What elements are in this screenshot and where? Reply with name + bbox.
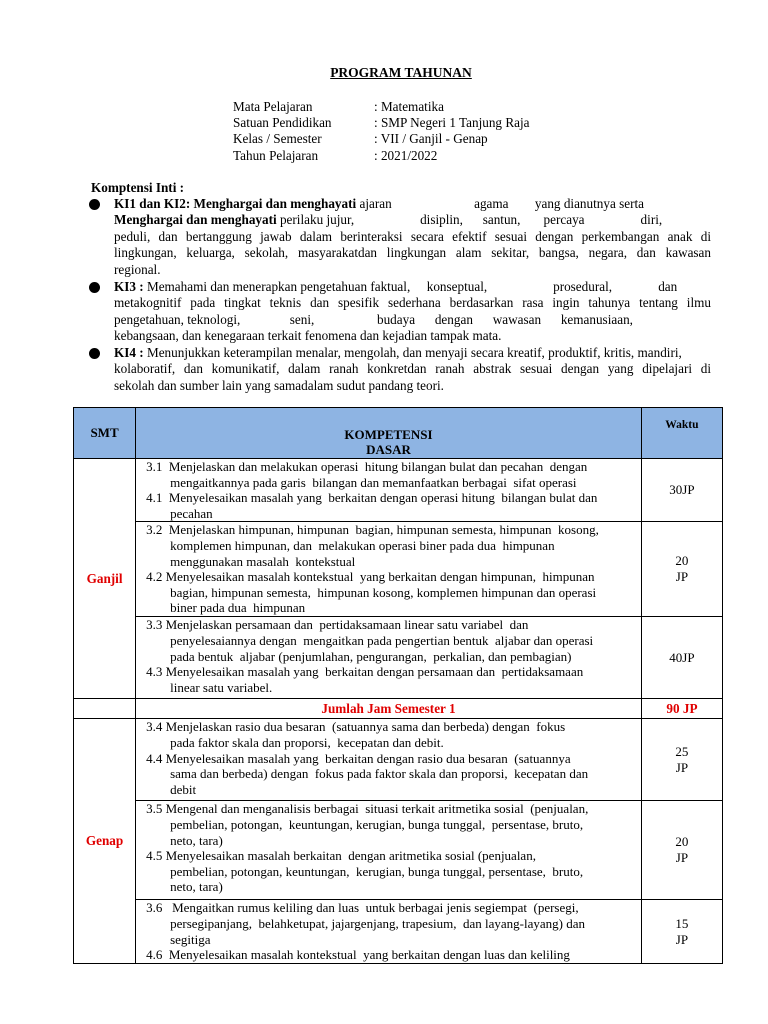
kd-continuation: neto, tara) bbox=[170, 879, 223, 895]
waktu-value: 15 bbox=[675, 915, 689, 931]
ki-text: ajaran agama yang dianutnya serta bbox=[356, 196, 645, 211]
kd-table bbox=[73, 407, 723, 964]
kd-item bbox=[136, 719, 641, 750]
kd-continuation: mengaitkannya pada garis bilangan dan memanfaatkan berbagai sifat operasi bbox=[170, 474, 577, 490]
ki-line bbox=[114, 196, 711, 212]
ki-bold: Menghargai dan menghayati bbox=[114, 212, 277, 228]
kd-cell bbox=[136, 459, 642, 522]
waktu-value: JP bbox=[675, 850, 689, 866]
ki-text: metakognitif pada tingkat teknis dan spesifik sederhana berdasarkan rasa ingin tahunya tentang ilmu bbox=[114, 295, 711, 311]
kd-continuation: pembelian, potongan, keuntungan, kerugian, bunga tunggal, persentase, bruto, bbox=[170, 816, 584, 832]
table-row bbox=[74, 900, 723, 963]
info-value: : VII / Ganjil - Genap bbox=[374, 131, 488, 146]
semester-ganjil: Ganjil bbox=[74, 459, 136, 699]
kd-continuation: pecahan bbox=[170, 505, 213, 521]
ki-line bbox=[114, 279, 711, 295]
kd-item bbox=[136, 664, 641, 695]
table-row bbox=[74, 459, 723, 522]
page-title: PROGRAM TAHUNAN bbox=[330, 65, 472, 80]
kd-first-line: 3.2 Menjelaskan himpunan, himpunan bagian, himpunan semesta, himpunan kosong, bbox=[146, 522, 599, 538]
header-kompetensi bbox=[136, 408, 642, 459]
ki-line bbox=[114, 328, 711, 344]
waktu-cell bbox=[641, 459, 722, 522]
table-row bbox=[74, 719, 723, 801]
kd-continuation: pada bentuk aljabar (penjumlahan, pengurangan, perkalian, dan pembagian) bbox=[170, 648, 572, 664]
kd-item bbox=[136, 751, 641, 798]
ki-line bbox=[114, 295, 711, 311]
kd-first-line: 3.4 Menjelaskan rasio dua besaran (satuannya sama dan berbeda) dengan fokus bbox=[146, 719, 566, 735]
kd-continuation: segitiga bbox=[170, 931, 211, 947]
table-row bbox=[74, 801, 723, 900]
ki-line bbox=[114, 245, 711, 261]
waktu-value: JP bbox=[675, 931, 689, 947]
kd-table-body bbox=[74, 459, 723, 964]
ki-text: perilaku jujur, disiplin, santun, percaya diri, bbox=[276, 212, 663, 228]
info-label: Kelas / Semester bbox=[233, 131, 322, 146]
ki-line bbox=[114, 361, 711, 377]
waktu-value: 30JP bbox=[669, 482, 695, 498]
waktu-cell bbox=[641, 900, 722, 963]
kd-item bbox=[136, 490, 641, 521]
total-row bbox=[74, 699, 723, 719]
bullet-icon bbox=[89, 348, 100, 359]
total-label: Jumlah Jam Semester 1 bbox=[136, 699, 642, 719]
kd-item bbox=[136, 617, 641, 664]
ki-text: regional. bbox=[114, 261, 161, 277]
header-smt: SMT bbox=[74, 408, 136, 459]
kd-cell bbox=[136, 719, 642, 801]
table-row bbox=[74, 617, 723, 699]
waktu-cell bbox=[641, 801, 722, 900]
waktu-value: 20 bbox=[675, 553, 689, 569]
ki-line bbox=[114, 229, 711, 245]
ki-bold: KI3 : bbox=[114, 279, 144, 294]
kd-item bbox=[136, 569, 641, 616]
kd-first-line: 3.1 Menjelaskan dan melakukan operasi hitung bilangan bulat dan pecahan dengan bbox=[146, 459, 588, 474]
ki-text: lingkungan, keluarga, sekolah, masyarakatdan lingkungan alam sekitar, bangsa, negara, dan kawasan bbox=[114, 245, 711, 261]
ki-bold: KI1 dan KI2: Menghargai dan menghayati bbox=[114, 196, 357, 211]
info-label: Tahun Pelajaran bbox=[233, 148, 319, 163]
info-label: Satuan Pendidikan bbox=[233, 115, 332, 130]
ki-text: peduli, dan bertanggung jawab dalam berinteraksi secara efektif sesuai dengan perkembangan anak di bbox=[114, 228, 711, 244]
kd-continuation: linear satu variabel. bbox=[170, 679, 273, 695]
waktu-value: JP bbox=[675, 569, 689, 585]
ki-text: kolaboratif, dan komunikatif, dalam ranah konkretdan ranah abstrak sesuai dengan yang dipelajari di bbox=[114, 361, 711, 377]
ki-text: Memahami dan menerapkan pengetahuan faktual, konseptual, prosedural, dan bbox=[143, 279, 678, 294]
kd-first-line: 4.5 Menyelesaikan masalah berkaitan dengan aritmetika sosial (penjualan, bbox=[146, 848, 536, 864]
kd-continuation: pada faktor skala dan proporsi, kecepatan dan debit. bbox=[170, 734, 444, 750]
kd-continuation: pembelian, potongan, keuntungan, kerugian, bunga tunggal, persentase, bruto, bbox=[170, 863, 584, 879]
kd-cell bbox=[136, 900, 642, 963]
kd-cell bbox=[136, 617, 642, 699]
kd-cell bbox=[136, 801, 642, 900]
bullet-icon bbox=[89, 199, 100, 210]
kd-continuation: penyelesaiannya dengan mengaitkan pada pengertian bentuk aljabar dan operasi bbox=[170, 632, 594, 648]
kd-continuation: bagian, himpunan semesta, himpunan kosong, komplemen himpunan dan operasi bbox=[170, 584, 597, 600]
waktu-value: 20 bbox=[675, 834, 689, 850]
kd-continuation: sama dan berbeda) dengan fokus pada faktor skala dan proporsi, kecepatan dan bbox=[170, 766, 589, 782]
kd-first-line: 3.3 Menjelaskan persamaan dan pertidaksamaan linear satu variabel dan bbox=[146, 617, 529, 633]
kd-first-line: 4.2 Menyelesaikan masalah kontekstual yang berkaitan dengan himpunan, himpunan bbox=[146, 569, 595, 585]
kd-first-line: 3.6 Mengaitkan rumus keliling dan luas untuk berbagai jenis segiempat (persegi, bbox=[146, 900, 579, 916]
kd-first-line: 4.3 Menyelesaikan masalah yang berkaitan dengan persamaan dan pertidaksamaan bbox=[146, 664, 584, 680]
kd-cell bbox=[136, 522, 642, 617]
kd-continuation: menggunakan masalah kontekstual bbox=[170, 553, 356, 569]
semester-genap: Genap bbox=[74, 719, 136, 963]
ki-bold: KI4 : bbox=[114, 345, 144, 360]
ki-line bbox=[114, 312, 711, 328]
waktu-cell bbox=[641, 617, 722, 699]
kd-continuation: debit bbox=[170, 781, 197, 797]
total-value: 90 JP bbox=[641, 699, 722, 719]
ki-text: pengetahuan, teknologi, seni, budaya dengan wawasan kemanusiaan, bbox=[114, 311, 633, 327]
kd-item bbox=[136, 848, 641, 895]
waktu-cell bbox=[641, 522, 722, 617]
ki-line bbox=[114, 212, 711, 228]
table-row bbox=[74, 522, 723, 617]
ki-text: sekolah dan sumber lain yang samadalam sudut pandang teori. bbox=[114, 377, 444, 393]
info-label: Mata Pelajaran bbox=[233, 99, 313, 114]
ki-line bbox=[114, 378, 711, 394]
kd-continuation: persegipanjang, belahketupat, jajargenjang, trapesium, dan layang-layang) dan bbox=[170, 915, 585, 931]
ki-line bbox=[114, 262, 711, 278]
ki-text: Menunjukkan keterampilan menalar, mengolah, dan menyaji secara kreatif, produktif, kritis, mandiri, bbox=[143, 345, 682, 360]
header-kd-line2: DASAR bbox=[366, 442, 411, 457]
empty-cell bbox=[74, 699, 136, 719]
waktu-value: 40JP bbox=[669, 649, 695, 665]
waktu-value: JP bbox=[675, 759, 689, 775]
kd-item bbox=[136, 459, 641, 490]
kd-first-line: 4.1 Menyelesaikan masalah yang berkaitan dengan operasi hitung bilangan bulat dan bbox=[146, 490, 598, 506]
bullet-icon bbox=[89, 282, 100, 293]
ki-text: kebangsaan, dan kenegaraan terkait fenomena dan kejadian tampak mata. bbox=[114, 328, 502, 344]
kd-item bbox=[136, 947, 641, 963]
kd-item bbox=[136, 801, 641, 848]
info-value: : Matematika bbox=[374, 99, 444, 114]
info-value: : 2021/2022 bbox=[374, 148, 438, 163]
kd-first-line: 4.4 Menyelesaikan masalah yang berkaitan dengan rasio dua besaran (satuannya bbox=[146, 750, 571, 766]
kd-first-line: 3.5 Mengenal dan menganalisis berbagai situasi terkait aritmetika sosial (penjualan, bbox=[146, 801, 589, 817]
kd-item bbox=[136, 522, 641, 569]
header-waktu: Waktu bbox=[641, 408, 722, 459]
waktu-cell bbox=[641, 719, 722, 801]
ki-heading: Komptensi Inti : bbox=[91, 180, 185, 195]
ki-line bbox=[114, 345, 711, 361]
kd-continuation: neto, tara) bbox=[170, 832, 223, 848]
kd-continuation: komplemen himpunan, dan melakukan operasi biner pada dua himpunan bbox=[170, 537, 555, 553]
info-value: : SMP Negeri 1 Tanjung Raja bbox=[374, 115, 530, 130]
kd-item bbox=[136, 900, 641, 947]
kd-continuation: biner pada dua himpunan bbox=[170, 600, 306, 616]
waktu-value: 25 bbox=[675, 743, 689, 759]
header-kd-line1: KOMPETENSI bbox=[344, 427, 433, 442]
kd-first-line: 4.6 Menyelesaikan masalah kontekstual yang berkaitan dengan luas dan keliling bbox=[146, 947, 570, 963]
